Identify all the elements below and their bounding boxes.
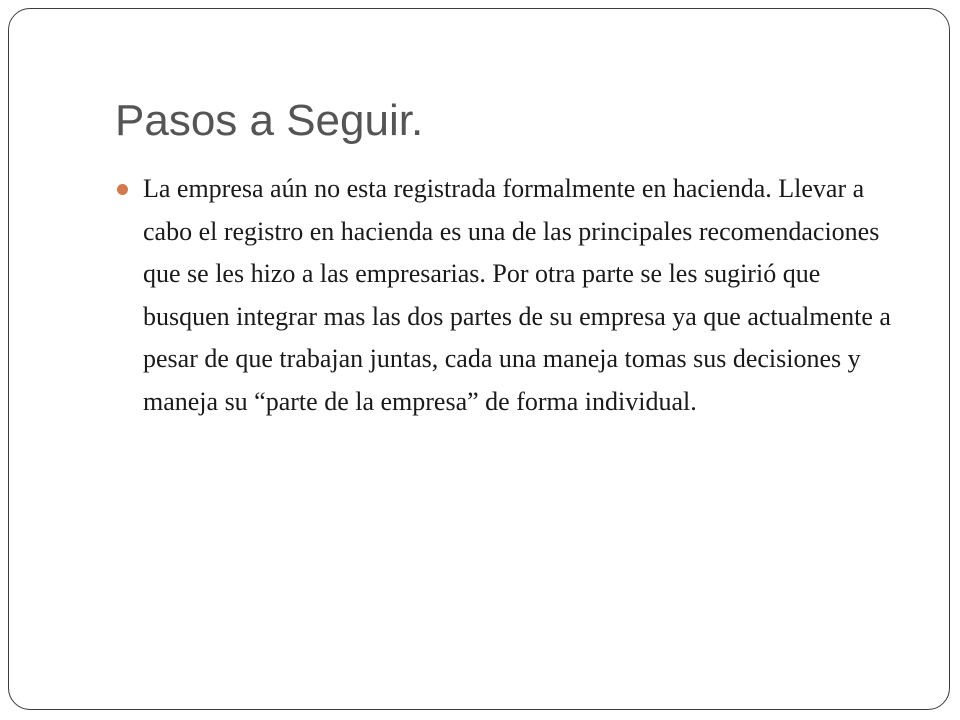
bullet-dot-icon bbox=[117, 184, 128, 195]
bullet-text: La empresa aún no esta registrada formalmente en hacienda. Llevar a cabo el registro en hacienda es una de las principales recomendaciones que se les hizo a las empresarias. Por otra parte se les sugirió que busquen integrar mas las dos partes de su empresa ya que actualmente a pesar de que trabajan juntas, cada una maneja tomas sus decisiones y maneja su “parte de la empresa” de forma individual. bbox=[143, 174, 891, 416]
slide-frame bbox=[8, 8, 950, 710]
bullet-list bbox=[115, 168, 905, 423]
bullet-item bbox=[115, 168, 905, 423]
slide-title: Pasos a Seguir. bbox=[115, 96, 424, 145]
